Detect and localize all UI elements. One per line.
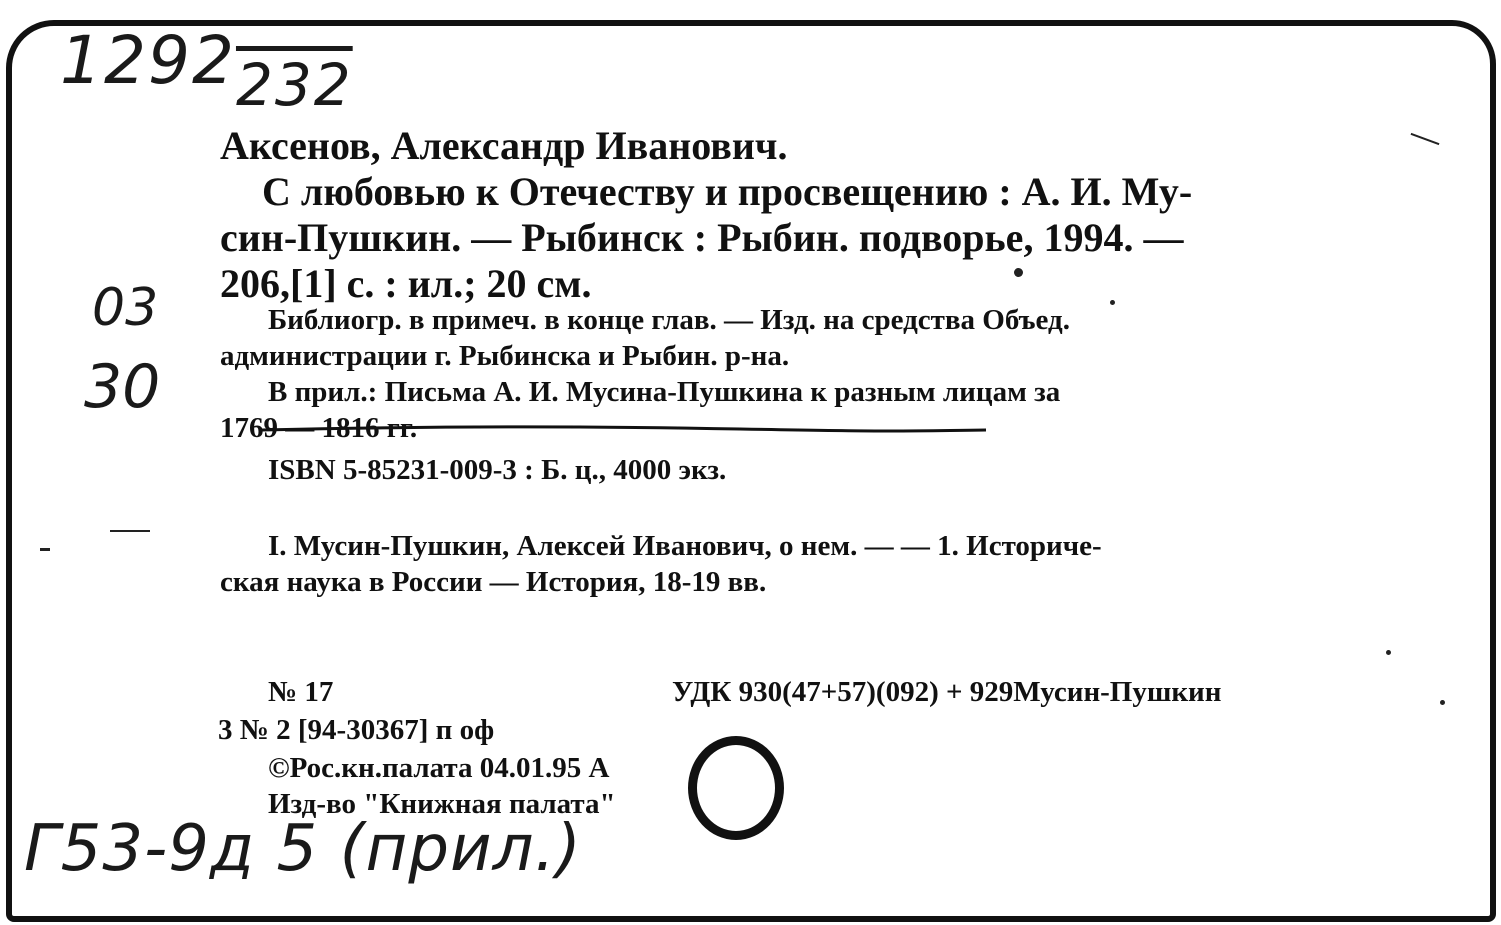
isbn-line: ISBN 5-85231-009-3 : Б. ц., 4000 экз. bbox=[268, 454, 727, 486]
title-statement: син-Пушкин. — Рыбинск : Рыбин. подворье, 1994. — bbox=[220, 215, 1184, 260]
appendix-note: В прил.: Письма А. И. Мусина-Пушкина к разным лицам за bbox=[268, 376, 1061, 408]
subject-tracing: I. Мусин-Пушкин, Алексей Иванович, о нем. — — 1. Историче- bbox=[268, 530, 1102, 562]
handwritten-side-mark: 30 bbox=[84, 352, 161, 422]
udc-classification: УДК 930(47+57)(092) + 929Мусин-Пушкин bbox=[672, 676, 1222, 708]
scan-speck bbox=[40, 548, 50, 551]
subject-tracing: ская наука в России — История, 18-19 вв. bbox=[220, 566, 767, 598]
scan-speck bbox=[110, 530, 150, 532]
pen-underline bbox=[260, 424, 988, 434]
scan-speck bbox=[1110, 300, 1115, 305]
title-statement: С любовью к Отечеству и просвещению : А. И. Му- bbox=[262, 169, 1193, 214]
handwritten-side-mark: 03 bbox=[92, 278, 159, 338]
appendix-note: 1769 — 1816 гг. bbox=[220, 412, 418, 444]
punch-hole bbox=[688, 736, 784, 840]
copyright-line: ©Рос.кн.палата 04.01.95 А bbox=[268, 752, 610, 784]
order-line: 3 № 2 [94-30367] п оф bbox=[218, 714, 495, 746]
publisher-line: Изд-во "Книжная палата" bbox=[268, 788, 616, 820]
bibliography-note: Библиогр. в примеч. в конце глав. — Изд. на средства Объед. bbox=[268, 304, 1070, 336]
author-heading: Аксенов, Александр Иванович. bbox=[220, 123, 788, 168]
copies-number: № 17 bbox=[268, 676, 334, 708]
scan-speck bbox=[1014, 268, 1023, 277]
scan-speck bbox=[1440, 700, 1445, 705]
handwritten-call-number: 1292232 bbox=[60, 22, 353, 119]
scan-speck bbox=[1386, 650, 1391, 655]
bibliography-note: администрации г. Рыбинска и Рыбин. р-на. bbox=[220, 340, 790, 372]
handwritten-shelf-mark: Г53-9д 5 (прил.) bbox=[24, 812, 582, 886]
physical-description: 206,[1] с. : ил.; 20 см. bbox=[220, 261, 592, 306]
